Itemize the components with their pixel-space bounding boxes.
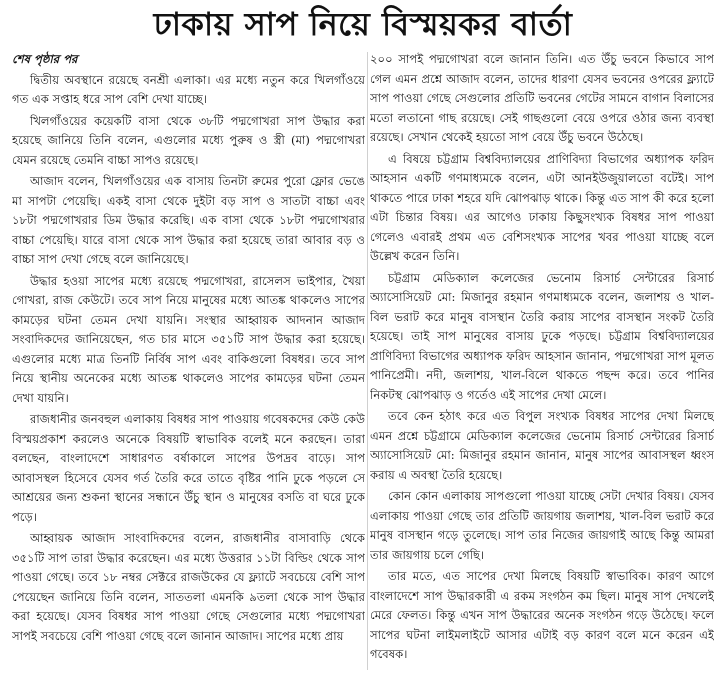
paragraph: দ্বিতীয় অবস্থানে রয়েছে বনশ্রী এলাকা। এর মধ্যে নতুন করে খিলগাঁওয়ে গত এক সপ্তাহ ধরে সাপ বেশি দেখা যাচ্ছে। [12, 72, 365, 106]
column-divider [367, 52, 368, 670]
article-column-right [370, 50, 714, 670]
paragraph: আহ্বায়ক আজাদ সাংবাদিকদের বলেন, রাজধানীর বাসাবাড়ি থেকে ৩৫১টি সাপ তারা উদ্ধার করেছেন। এর মধ্যে উত্তরার ১১টা বিল্ডিং থেকে সাপ পাওয়া গেছে। তবে ১৮ নম্বর সেক্টরে রাজউকের যে ফ্ল্যাটে সবচেয়ে বেশি সাপ পেয়েছেন জানিয়ে তিনি বলেন, সাততলা এমনকি ৯তলা থেকে সাপ উদ্ধার করা হয়েছে। যেসব বিষধর সাপ পাওয়া গেছে সেগুলোর মধ্যে পদ্মগোখরা সাপই সবচেয়ে বেশি পাওয়া গেছে বলে জানান আজাদ। সাপের মধ্যে প্রায় [12, 531, 365, 643]
continuation-kicker: শেষ পৃষ্ঠার পর [12, 52, 78, 66]
article-column-left [12, 50, 365, 670]
paragraph: আজাদ বলেন, খিলগাঁওয়ের এক বাসায় তিনটা রুমের পুরো ফ্লোর ভেঙে মা সাপটা পেয়েছি। একই বাসা থেকে দুইটা বড় সাপ ও সাতটা বাচ্চা এবং ১৮টা পদ্মগোখরার ডিম উদ্ধার করেছি। এক বাসা থেকে ১৮টা পদ্মগোখরার বাচ্চা পেয়েছি। যারে বাসা থেকে সাপ উদ্ধার করা হয়েছে তারা আবার বড় ও বাচ্চা সাপ দেখা গেছে বলে জানিয়েছে। [12, 174, 365, 266]
paragraph: উদ্ধার হওয়া সাপের মধ্যে রয়েছে পদ্মগোখরা, রাসেলস ভাইপার, খৈয়া গোখরা, রাজ কেউটে। তবে সাপ নিয়ে মানুষের মধ্যে আতঙ্ক থাকলেও সাপের কামড়ের ঘটনা তেমন দেখা যায়নি। সংস্থার আহ্বায়ক আদনান আজাদ সংবাদিকদের জানিয়েছেন, গত চার মাসে ৩৫১টি সাপ উদ্ধার করা হয়েছে। এগুলোর মধ্যে মাত্র তিনটি নির্বিষ সাপ এবং বাকিগুলো বিষধর। তবে সাপ নিয়ে স্থানীয় অনেকের মধ্যে আতঙ্ক থাকলেও সাপের কামড়ের ঘটনা তেমন দেখা যায়নি। [12, 273, 365, 405]
paragraph: এ বিষয়ে চট্টগ্রাম বিশ্ববিদ্যালয়ের প্রাণিবিদ্যা বিভাগের অধ্যাপক ফরিদ আহসান একটি গণমাধ্যমকে বলেন, এটা আনইউজুয়ালতো বটেই। সাপ থাকতে পারে ঢাকা শহরে যদি ঝোপঝাড় থাকে। কিন্তু এত সাপ কী করে হলো এটা চিন্তার বিষয়। এর আগেও ঢাকায় কিছুসংখ্যক বিষধর সাপ পাওয়া গেলেও এবারই প্রথম এত বেশিসংখ্যক সাপের খবর পাওয়া যাচ্ছে বলে উল্লেখ করেন তিনি। [370, 151, 714, 263]
paragraph: ২০০ সাপই পদ্মগোখরা বলে জানান তিনি। এত উঁচু ভবনে কিভাবে সাপ গেল এমন প্রশ্নে আজাদ বলেন, তাদের ধারণা যেসব ভবনের ওপরের ফ্ল্যাটে সাপ পাওয়া গেছে সেগুলোর প্রতিটি ভবনের গেটের সামনে বাগান বিলাসের মতো লতানো গাছ রয়েছে। সেই গাছগুলো বেয়ে ওপরে ওঠার জন্য ব্যবস্থা রয়েছে। সেখান থেকেই হয়তো সাপ বেয়ে উঁচু ভবনে উঠেছে। [370, 52, 714, 144]
paragraph: চট্টগ্রাম মেডিক্যাল কলেজের ভেনোম রিসার্চ সেন্টারের রিসার্চ অ্যাসোসিয়েট মো: মিজানুর রহমান গণমাধ্যমকে বলেন, জলাশয় ও খাল-বিল ভরাট করে মানুষ বাসস্থান তৈরি করায় সাপের বাসস্থান সংকট তৈরি হয়েছে। তাই সাপ মানুষের বাসায় ঢুকে পড়ছে। চট্টগ্রাম বিশ্ববিদ্যালয়ের প্রাণিবিদ্যা বিভাগের অধ্যাপক ফরিদ আহসান জানান, পদ্মগোখরা সাপ মূলত পানিপ্রেমী। নদী, জলাশয়, খাল-বিলে থাকতে পছন্দ করে। তবে পানির নিকটস্থ ঝোপঝাড় ও গর্তেও এই সাপের দেখা মেলে। [370, 270, 714, 402]
paragraph: রাজধানীর জনবহুল এলাকায় বিষধর সাপ পাওয়ায় গবেষকদের কেউ কেউ বিস্ময়প্রকাশ করলেও অনেকে বিষয়টি স্বাভাবিক বলেই মনে করছেন। তারা বলছেন, বাংলাদেশে সাধারণত বর্ষাকালে সাপের উপদ্রব বাড়ে। সাপ আবাসস্থল হিসেবে যেসব গর্ত তৈরি করে তাতে বৃষ্টির পানি ঢুকে পড়লে সে আশ্রয়ের জন্য শুকনা স্থানের সন্ধানে উঁচু স্থান ও মানুষের বসতি বা ঘরে ঢুকে পড়ে। [12, 412, 365, 524]
article-headline: ঢাকায় সাপ নিয়ে বিস্ময়কর বার্তা [153, 5, 573, 43]
paragraph: কোন কোন এলাকায় সাপগুলো পাওয়া যাচ্ছে সেটা দেখার বিষয়। যেসব এলাকায় পাওয়া গেছে তার প্রতিটি জায়গায় জলাশয়, খাল-বিল ভরাট করে মানুষ বাসস্থান গড়ে তুলেছে। সাপ তার নিজের জায়গাই আছে কিন্তু আমরা তার জায়গায় চলে গেছি। [370, 489, 714, 562]
paragraph: খিলগাঁওয়ের কয়েকটি বাসা থেকে ৩৮টি পদ্মগোখরা সাপ উদ্ধার করা হয়েছে জানিয়ে তিনি বলেন, এগুলোর মধ্যে পুরুষ ও স্ত্রী (মা) পদ্মগোখরা যেমন রয়েছে তেমনি বাচ্চা সাপও রয়েছে। [12, 113, 365, 167]
paragraph: তার মতে, এত সাপের দেখা মিলছে বিষয়টি স্বাভাবিক। কারণ আগে বাংলাদেশে সাপ উদ্ধারকারী এ রকম সংগঠন কম ছিল। মানুষ সাপ দেখলেই মেরে ফেলত। কিন্তু এখন সাপ উদ্ধারের অনেক সংগঠন গড়ে উঠেছে। ফলে সাপের ঘটনা লাইমলাইটে আসার এটাই বড় কারণ বলে মনে করেন এই গবেষক। [370, 569, 714, 661]
paragraph: তবে কেন হঠাৎ করে এত বিপুল সংখ্যক বিষধর সাপের দেখা মিলছে এমন প্রশ্নে চট্টগ্রামে মেডিক্যাল কলেজের ভেনোম রিসার্চ সেন্টারের রিসার্চ অ্যাসোসিয়েট মো: মিজানুর রহমান জানান, মানুষ সাপের আবাসস্থল ধ্বংস করায় এ অবস্থা তৈরি হয়েছে। [370, 409, 714, 482]
